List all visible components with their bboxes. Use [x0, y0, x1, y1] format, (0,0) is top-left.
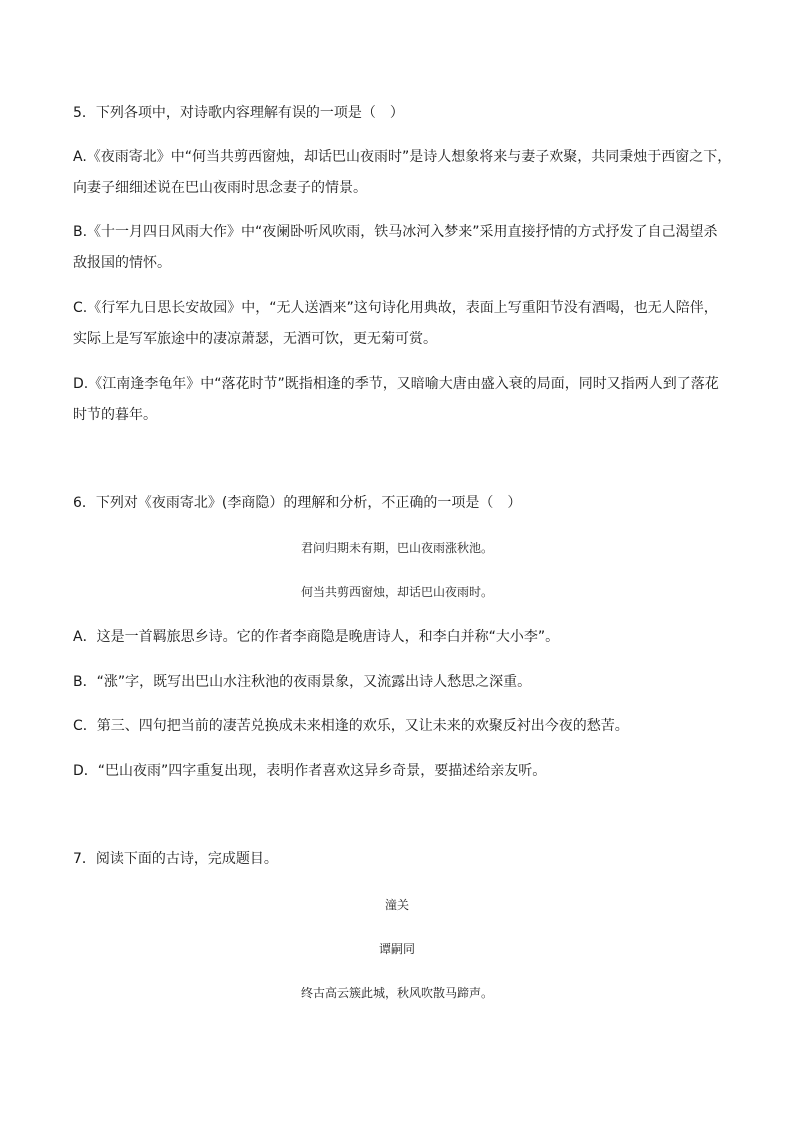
q6-poem-line1: 君问归期未有期，巴山夜雨涨秋池。 — [300, 541, 493, 555]
q5-option-c-line1: C.《行军九日思长安故园》中，“无人送酒来”这句诗化用典故，表面上写重阳节没有酒喝，也无人陪伴， — [73, 300, 718, 316]
q5-option-d-line1: D.《江南逢李龟年》中“落花时节”既指相逢的季节，又暗喻大唐由盛入衰的局面，同时又指两人到了落花 — [73, 376, 719, 392]
q5-stem: 5．下列各项中，对诗歌内容理解有误的一项是（ ） — [73, 105, 404, 121]
q5-option-a-line2: 向妻子细细述说在巴山夜雨时思念妻子的情景。 — [73, 180, 367, 196]
q5-option-a-line1: A.《夜雨寄北》中“何当共剪西窗烛，却话巴山夜雨时”是诗人想象将来与妻子欢聚，共同秉烛于西窗之下， — [73, 149, 732, 165]
q6-option-b: B．“涨”字，既写出巴山水注秋池的夜雨景象，又流露出诗人愁思之深重。 — [73, 674, 532, 690]
q6-stem: 6．下列对《夜雨寄北》(李商隐）的理解和分析，不正确的一项是（ ） — [73, 495, 522, 511]
q6-poem-line2: 何当共剪西窗烛，却话巴山夜雨时。 — [300, 585, 493, 599]
q5-option-b-line2: 敌报国的情怀。 — [73, 255, 171, 271]
q6-option-a: A．这是一首羁旅思乡诗。它的作者李商隐是晚唐诗人，和李白并称“大小李”。 — [73, 629, 560, 645]
q7-stem: 7．阅读下面的古诗，完成题目。 — [73, 851, 278, 867]
q7-poem-author: 谭嗣同 — [378, 942, 415, 956]
q6-option-d: D．“巴山夜雨”四字重复出现，表明作者喜欢这异乡奇景，要描述给亲友听。 — [73, 763, 547, 779]
q5-option-c-line2: 实际上是写军旅途中的凄凉萧瑟，无酒可饮，更无菊可赏。 — [73, 331, 437, 347]
q5-option-b-line1: B.《十一月四日风雨大作》中“夜阑卧听风吹雨，铁马冰河入梦来”采用直接抒情的方式抒发了自己渴望杀 — [73, 224, 718, 240]
q6-option-c: C．第三、四句把当前的凄苦兑换成未来相逢的欢乐，又让未来的欢聚反衬出今夜的愁苦。 — [73, 718, 629, 734]
q5-option-d-line2: 时节的暮年。 — [73, 407, 157, 423]
q7-poem-title: 潼关 — [384, 898, 409, 912]
q7-poem-line1: 终古高云簇此城，秋风吹散马蹄声。 — [300, 986, 493, 1000]
